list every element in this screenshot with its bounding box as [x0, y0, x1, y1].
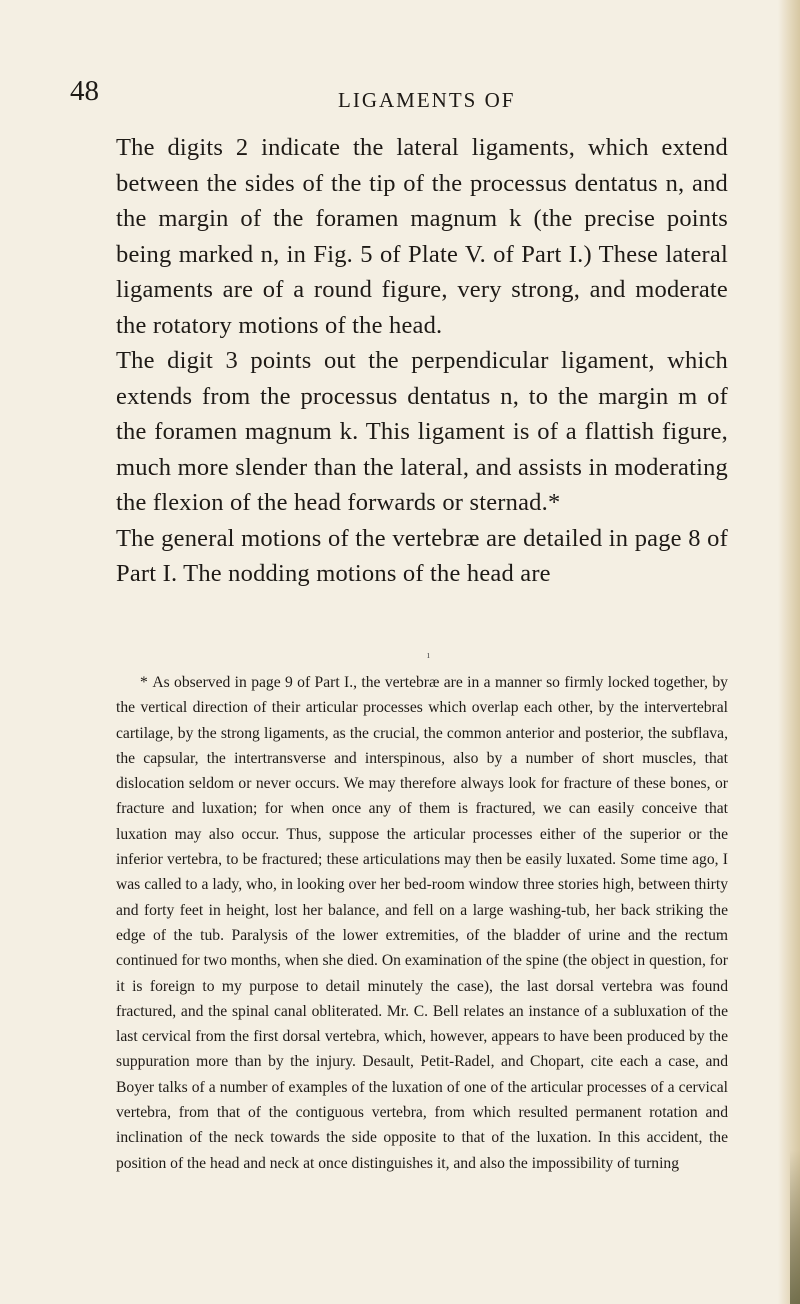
running-head: LIGAMENTS OF	[338, 88, 516, 112]
footnote-paragraph	[116, 670, 728, 1176]
paragraph-lateral-ligaments: The digits 2 indicate the lateral ligaments, which extend between the sides of the tip of the processus dentatus n, and the margin of the foramen magnum k (the precise points being marked n, in Fig. 5 of Plate V. of Part I.) These lateral ligaments are of a round figure, very strong, and moderate the rotatory motions of the head.	[116, 134, 728, 339]
footnote-text: As observed in page 9 of Part I., the vertebræ are in a manner so firmly locked together, by the vertical direction of their articular processes which overlap each other, by the intervertebral cartilage, by the strong ligaments, as the crucial, the common anterior and posterior, the subflava, the capsular, the intertransverse and interspinous, also by a number of short muscles, that dislocation seldom or never occurs. We may therefore always look for fracture of these bones, or fracture and luxation; for when once any of them is fractured, we can easily conceive that luxation may also occur. Thus, suppose the articular processes either of the superior or the inferior vertebra, to be fractured; these articulations may then be easily luxated. Some time ago, I was called to a lady, who, in looking over her bed-room window three stories high, between thirty and forty feet in height, lost her balance, and fell on a large washing-tub, her back striking the edge of the tub. Paralysis of the lower extremities, of the bladder of urine and the rectum continued for two months, when she died. On examination of the spine (the object in question, for it is foreign to my purpose to detail minutely the case), the last dorsal vertebra was found fractured, and the spinal canal obliterated. Mr. C. Bell relates an instance of a subluxation of the last cervical from the first dorsal vertebra, which, however, appears to have been produced by the suppuration more than by the injury. Desault, Petit-Radel, and Chopart, cite each a case, and Boyer talks of a number of examples of the luxation of one of the articular processes of a cervical vertebra, from that of the contiguous vertebra, from which resulted permanent rotation and inclination of the neck towards the side opposite to that of the luxation. In this accident, the position of the head and neck at once distinguishes it, and also the impossibility of turning	[116, 674, 728, 1172]
page-edge-shadow	[778, 0, 800, 1304]
footnote	[116, 670, 728, 1176]
main-text	[116, 130, 728, 592]
paragraph-perpendicular-ligament: The digit 3 points out the perpendicular ligament, which extends from the processus dentatus n, to the margin m of the foramen magnum k. This ligament is of a flattish figure, much more slender than the lateral, and assists in moderating the flexion of the head forwards or sternad.*	[116, 347, 728, 516]
page-edge-stain	[790, 1150, 800, 1304]
footnote-marker: *	[140, 674, 149, 691]
paragraph-general-motions: The general motions of the vertebræ are detailed in page 8 of Part I. The nodding motions of the head are	[116, 524, 728, 587]
page-number: 48	[70, 75, 99, 107]
footnote-separator-mark: ı	[427, 650, 430, 661]
